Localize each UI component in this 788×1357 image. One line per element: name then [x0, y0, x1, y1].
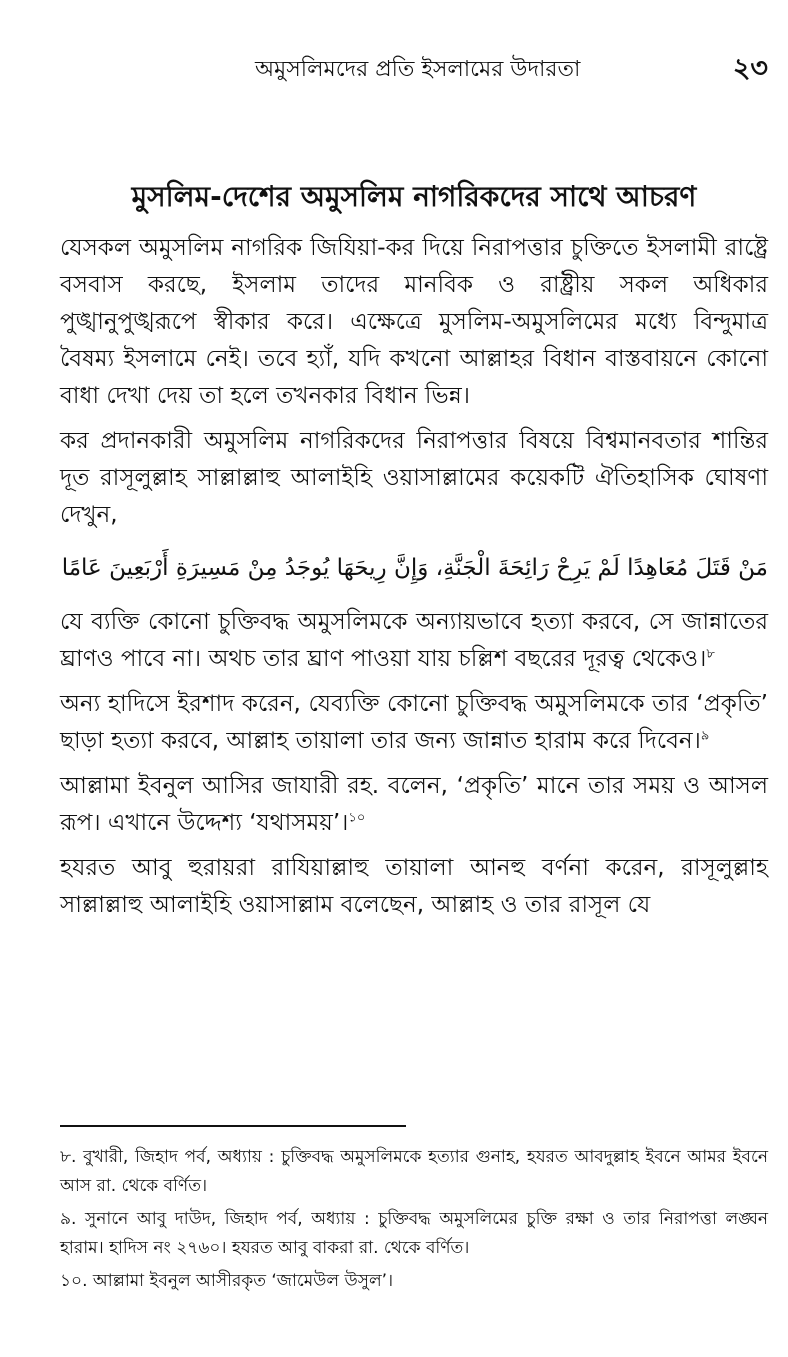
footnotes: [60, 1143, 768, 1300]
paragraph-4-text: অন্য হাদিসে ইরশাদ করেন, যেব্যক্তি কোনো চুক্তিবদ্ধ অমুসলিমকে তার ‘প্রকৃতি’ ছাড়া হত্যা করবে, আল্লাহ তায়ালা তার জন্য জান্নাত হারাম করে দিবেন।: [60, 691, 768, 754]
footnote-9: ৯. সুনানে আবু দাউদ, জিহাদ পর্ব, অধ্যায় : চুক্তিবদ্ধ অমুসলিমের চুক্তি রক্ষা ও তার নিরাপত্তা লঙ্ঘন হারাম। হাদিস নং ২৭৬০। হযরত আবু বাকরা রা. থেকে বর্ণিত।: [60, 1209, 768, 1258]
section-heading: মুসলিম-দেশের অমুসলিম নাগরিকদের সাথে আচরণ: [131, 180, 697, 213]
footnote-ref-10: ১০: [348, 810, 366, 826]
paragraph-3: [60, 604, 768, 678]
running-head: [60, 46, 768, 86]
body-text: [60, 230, 768, 932]
footnote-divider: [60, 1125, 406, 1127]
page-number: ২৩: [732, 53, 768, 84]
paragraph-1: যেসকল অমুসলিম নাগরিক জিযিয়া-কর দিয়ে নিরাপত্তার চুক্তিতে ইসলামী রাষ্ট্রে বসবাস করছে, ইসলাম তাদের মানবিক ও রাষ্ট্রীয় সকল অধিকার পুঙ্খানুপুঙ্খরূপে স্বীকার করে। এক্ষেত্রে মুসলিম-অমুসলিমের মধ্যে বিন্দুমাত্র বৈষম্য ইসলামে নেই। তবে হ্যাঁ, যদি কখনো আল্লাহর বিধান বাস্তবায়নে কোনো বাধা দেখা দেয় তা হলে তখনকার বিধান ভিন্ন।: [60, 235, 768, 409]
footnote-8: ৮. বুখারী, জিহাদ পর্ব, অধ্যায় : চুক্তিবদ্ধ অমুসলিমকে হত্যার গুনাহ, হযরত আবদুল্লাহ ইবনে আমর ইবনে আস রা. থেকে বর্ণিত।: [60, 1147, 768, 1196]
paragraph-6: হযরত আবু হুরায়রা রাযিয়াল্লাহু তায়ালা আনহু বর্ণনা করেন, রাসূলুল্লাহ সাল্লাল্লাহু আলাইহি ওয়াসাল্লাম বলেছেন, আল্লাহ ও তার রাসূল যে: [60, 855, 768, 918]
paragraph-2: কর প্রদানকারী অমুসলিম নাগরিকদের নিরাপত্তার বিষয়ে বিশ্বমানবতার শান্তির দূত রাসূলুল্লাহ সাল্লাল্লাহু আলাইহি ওয়াসাল্লামের কয়েকটি ঐতিহাসিক ঘোষণা দেখুন,: [60, 428, 768, 528]
paragraph-5: [60, 768, 768, 842]
footnote-10: ১০. আল্লামা ইবনুল আসীরকৃত ‘জামেউল উসুল’।: [60, 1271, 394, 1291]
arabic-hadith-quote: مَنْ قَتَلَ مُعَاهِدًا لَمْ يَرِحْ رَائِحَةَ الْجَنَّةِ، وَإِنَّ رِيحَهَا يُوجَدُ مِنْ مَسِيرَةِ أَرْبَعِينَ عَامًا: [61, 555, 768, 581]
running-title: অমুসলিমদের প্রতি ইসলামের উদারতা: [255, 57, 581, 82]
footnote-ref-8: ৮: [706, 646, 715, 662]
footnote-ref-9: ৯: [700, 728, 710, 744]
paragraph-5-text: আল্লামা ইবনুল আসির জাযারী রহ. বলেন, ‘প্রকৃতি’ মানে তার সময় ও আসল রূপ। এখানে উদ্দেশ্য ‘যথাসময়’।: [60, 773, 768, 836]
paragraph-4: [60, 686, 768, 760]
paragraph-3-text: যে ব্যক্তি কোনো চুক্তিবদ্ধ অমুসলিমকে অন্যায়ভাবে হত্যা করবে, সে জান্নাতের ঘ্রাণও পাবে না। অথচ তার ঘ্রাণ পাওয়া যায় চল্লিশ বছরের দূরত্ব থেকেও।: [60, 609, 768, 672]
